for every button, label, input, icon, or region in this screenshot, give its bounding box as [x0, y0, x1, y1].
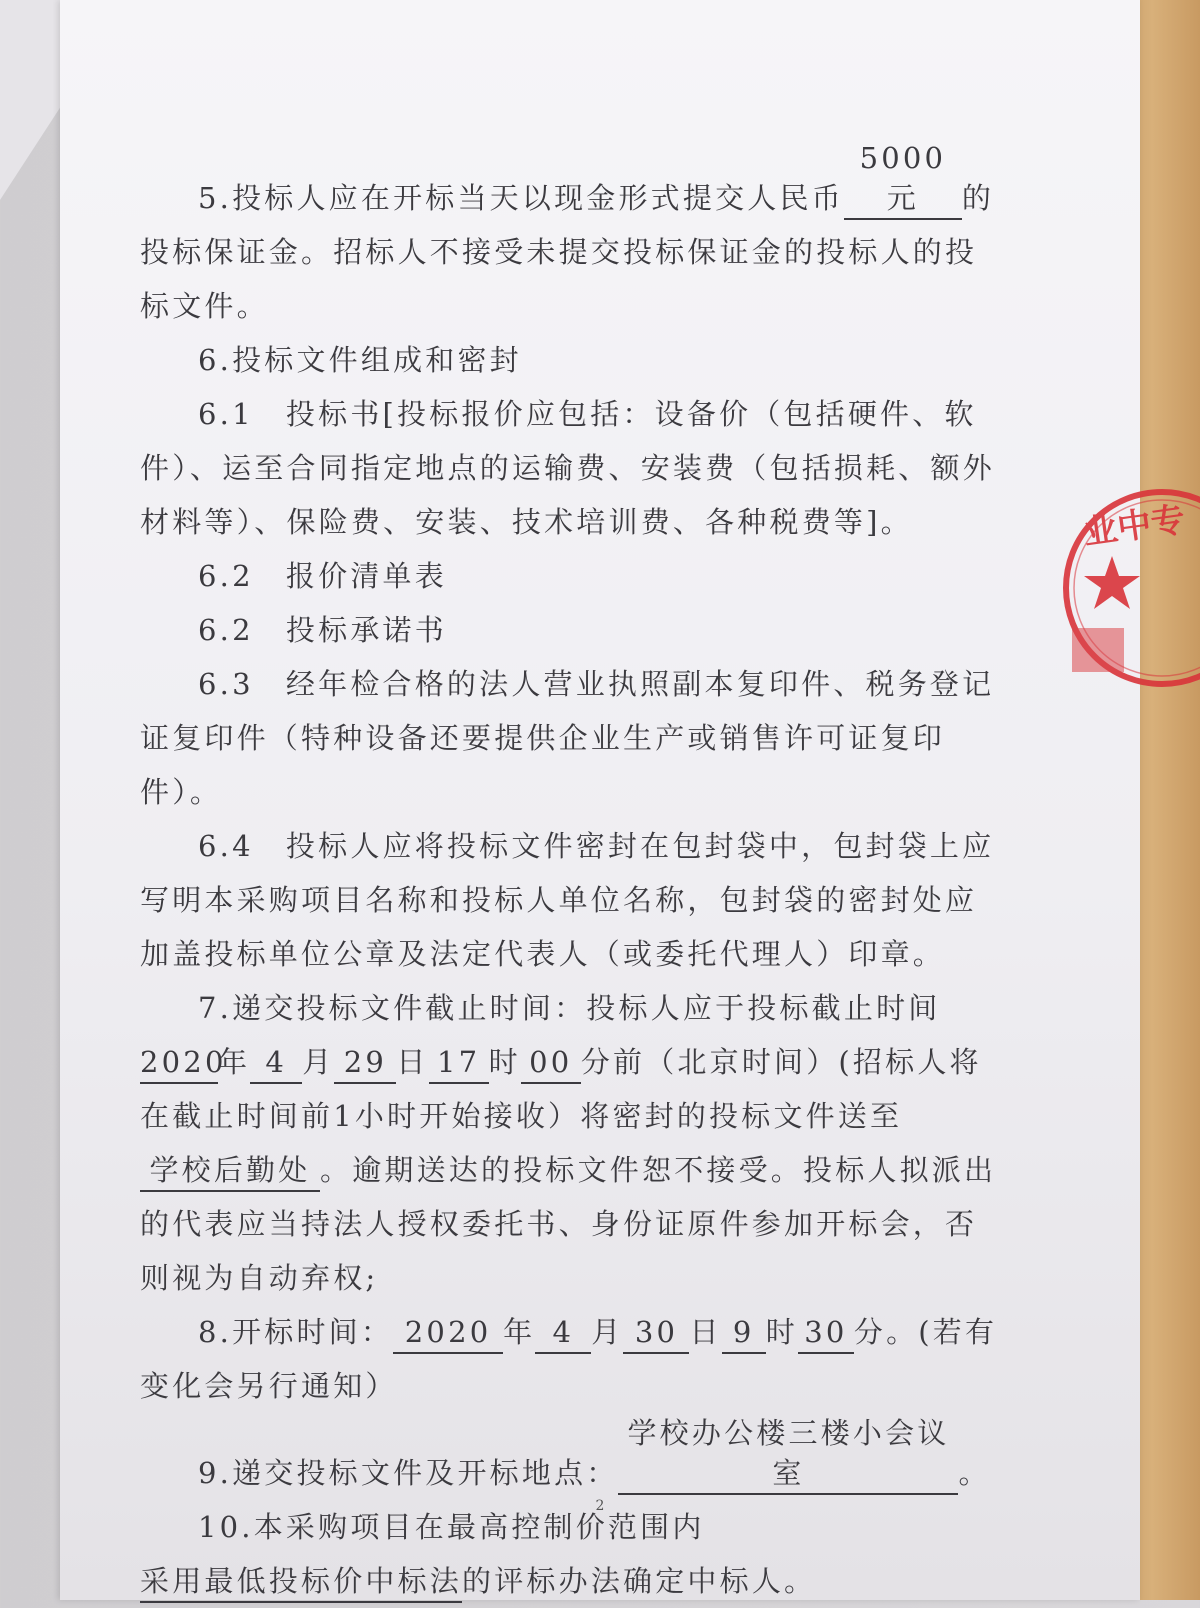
- section-6-2-price-list: 6.2 报价清单表: [198, 559, 447, 593]
- deadline-year: 2020: [140, 1042, 218, 1084]
- delivery-place: 学校后勤处: [140, 1150, 320, 1192]
- deadline-day: 29: [334, 1042, 396, 1084]
- deadline-minute: 00: [521, 1042, 581, 1084]
- evaluation-method: 采用最低投标价中标法: [140, 1561, 462, 1603]
- section-6-title: 6.投标文件组成和密封: [198, 343, 522, 377]
- deadline-month: 4: [250, 1042, 302, 1084]
- document-body: [140, 138, 1000, 1608]
- document-page: [60, 0, 1140, 1600]
- paragraph-8: 8.开标时间： 2020 年 4 月 30 日 9 时 30 分。(若有变化会另行通知）: [140, 1305, 1000, 1413]
- opening-minute: 30: [798, 1312, 854, 1354]
- opening-hour: 9: [722, 1312, 766, 1354]
- section-6-3: 6.3 经年检合格的法人营业执照副本复印件、税务登记证复印件（特种设备还要提供企业生产或销售许可证复印件）。: [140, 667, 995, 809]
- deadline-hour: 17: [429, 1042, 489, 1084]
- section-6-2-commitment: 6.2 投标承诺书: [198, 613, 447, 647]
- opening-day: 30: [623, 1312, 689, 1354]
- opening-place: 学校办公楼三楼小会议室: [618, 1413, 958, 1495]
- section-6-4: 6.4 投标人应将投标文件密封在包封袋中，包封袋上应写明本采购项目名称和投标人单位名称，包封袋的密封处应加盖投标单位公章及法定代表人（或委托代理人）印章。: [140, 829, 995, 971]
- paragraph-9: 9.递交投标文件及开标地点：学校办公楼三楼小会议室 。: [140, 1413, 1000, 1500]
- section-6-1: 6.1 投标书[投标报价应包括：设备价（包括硬件、软件）、运至合同指定地点的运输费、安装费（包括损耗、额外材料等）、保险费、安装、技术培训费、各种税费等]。: [140, 397, 995, 539]
- red-seal-stamp: [1052, 478, 1188, 698]
- paragraph-7: 7.递交投标文件截止时间：投标人应于投标截止时间2020年 4 月 29 日 17 时 00 分前（北京时间）(招标人将在截止时间前1小时开始接收）将密封的投标文件送至学校后勤处 。逾期送达的投标文件恕不接受。投标人拟派出的代表应当持法人授权委托书、身份证原件参加开标会，否则视为自动弃权;: [140, 991, 997, 1295]
- paragraph-10: 10.本采购项目在最高控制价范围内采用最低投标价中标法的评标办法确定中标人。: [140, 1500, 1000, 1608]
- svg-text:业中专: 业中专: [1081, 499, 1188, 554]
- paragraph-5: 5.投标人应在开标当天以现金形式提交人民币5000元 的投标保证金。招标人不接受未提交投标保证金的投标人的投标文件。: [140, 138, 1000, 333]
- page-number: 2: [595, 1498, 605, 1514]
- opening-year: 2020: [393, 1312, 503, 1354]
- opening-month: 4: [535, 1312, 591, 1354]
- deposit-amount: 5000元: [844, 138, 962, 220]
